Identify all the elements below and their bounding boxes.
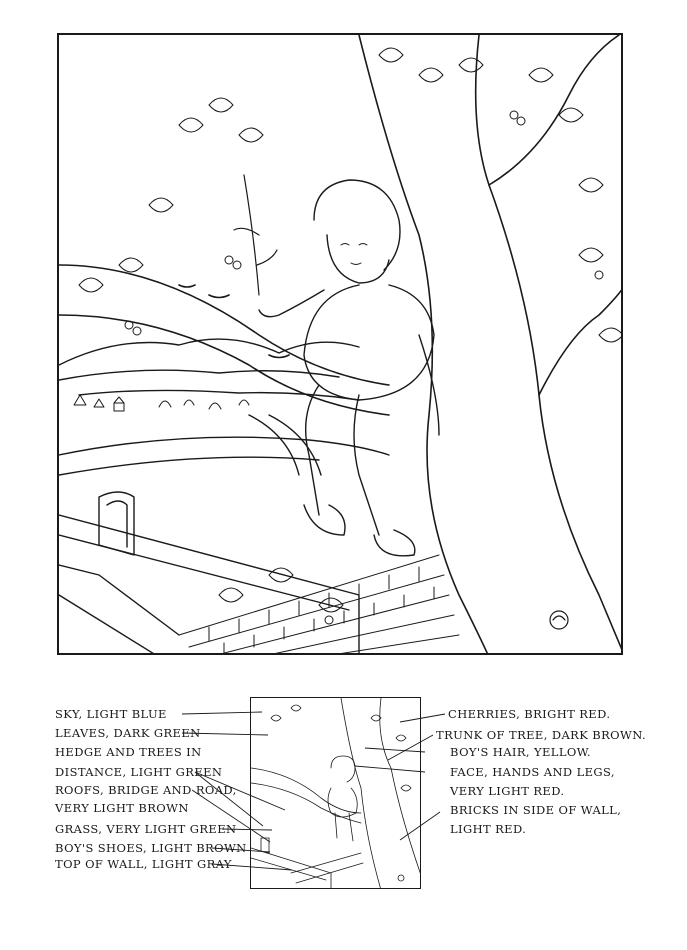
- boy: [259, 180, 439, 556]
- twig: [234, 175, 277, 295]
- key-label-cherries: CHERRIES, BRIGHT RED.: [448, 707, 611, 721]
- key-label-grass: GRASS, VERY LIGHT GREEN: [55, 822, 237, 836]
- distant-hills: [59, 339, 359, 365]
- color-key-thumbnail: [250, 697, 421, 889]
- distant-village: [74, 395, 249, 411]
- key-label-bricks-cont: LIGHT RED.: [450, 822, 527, 836]
- monogram: [550, 611, 568, 629]
- key-label-bricks: BRICKS IN SIDE OF WALL,: [450, 803, 622, 817]
- key-label-hedge: HEDGE AND TREES IN: [55, 745, 202, 759]
- cherries: [125, 111, 603, 624]
- tree-trunk: [359, 35, 623, 655]
- key-label-face-cont: VERY LIGHT RED.: [450, 784, 565, 798]
- key-label-wall-top: TOP OF WALL, LIGHT GRAY: [55, 857, 232, 871]
- main-illustration: [57, 33, 623, 655]
- key-label-trunk: TRUNK OF TREE, DARK BROWN.: [436, 728, 646, 742]
- key-label-face: FACE, HANDS AND LEGS,: [450, 765, 615, 779]
- key-label-roofs: ROOFS, BRIDGE AND ROAD,: [55, 783, 237, 797]
- key-label-roofs-cont: VERY LIGHT BROWN: [55, 801, 189, 815]
- key-label-hedge-cont: DISTANCE, LIGHT GREEN: [55, 765, 223, 779]
- key-label-hair: BOY'S HAIR, YELLOW.: [450, 745, 591, 759]
- key-label-sky: SKY, LIGHT BLUE: [55, 707, 167, 721]
- key-label-shoes: BOY'S SHOES, LIGHT BROWN: [55, 841, 247, 855]
- leaves: [79, 48, 623, 612]
- road: [59, 437, 389, 455]
- key-label-leaves: LEAVES, DARK GREEN: [55, 726, 201, 740]
